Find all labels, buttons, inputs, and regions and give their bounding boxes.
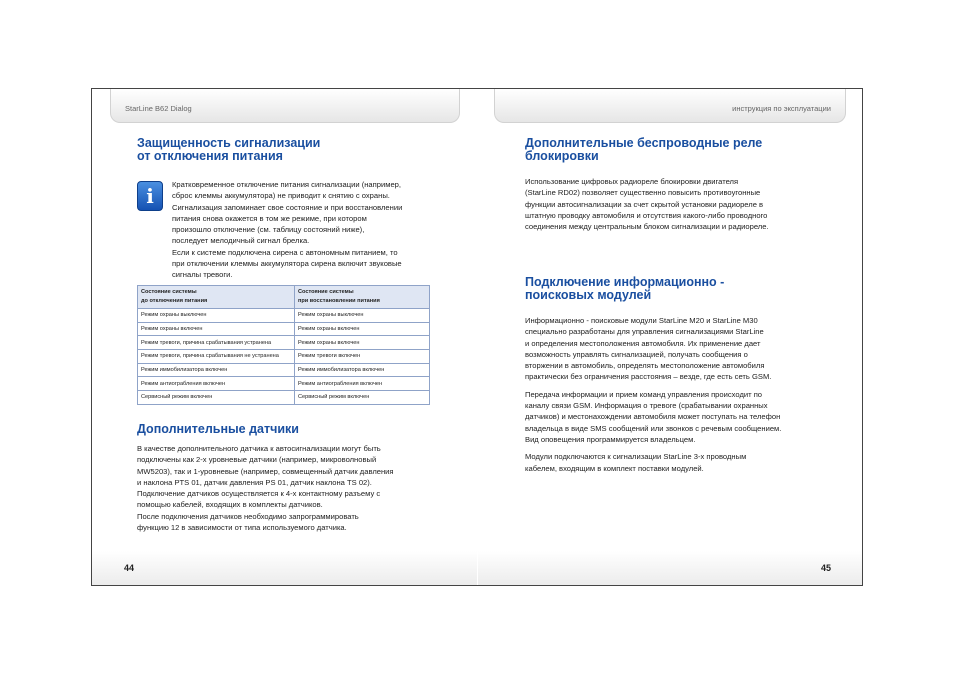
table-cell: Режим иммобилизатора включен — [295, 363, 430, 377]
extra-sensors-text — [137, 443, 457, 533]
table-row — [138, 363, 430, 377]
title-line: Защищенность сигнализации — [137, 136, 321, 150]
title-line: от отключения питания — [137, 149, 283, 163]
left-header-title: StarLine B62 Dialog — [125, 104, 192, 113]
table-cell: Режим тревоги, причина срабатывания не устранена — [138, 350, 295, 364]
text-line: вторжении в автомобиль, определять местоположение автомобиля — [525, 361, 765, 371]
text-line: Передача информации и прием команд управления происходит по — [525, 389, 763, 399]
text-line: функции автосигнализации за счет скрытой установки радиореле в — [525, 199, 764, 209]
table-row — [138, 309, 430, 323]
table-header-row — [138, 286, 430, 309]
text-line: произошло отключение (см. таблицу состояний ниже), — [172, 225, 365, 235]
header-line: Состояние системы — [141, 289, 197, 295]
paragraph — [525, 315, 850, 383]
text-line: специально разработаны для управления сигнализациями StarLine — [525, 327, 764, 337]
paragraph — [525, 451, 850, 474]
header-line: Состояние системы — [298, 289, 354, 295]
text-line: сброс клеммы аккумулятора) не приводит к снятию с охраны. — [172, 191, 390, 201]
table-cell: Режим охраны включен — [138, 322, 295, 336]
table-header-before — [138, 286, 295, 309]
text-line: Модули подключаются к сигнализации StarLine 3-х проводным — [525, 452, 747, 462]
table-cell: Режим тревоги включен — [295, 350, 430, 364]
text-line: практически без ограничения расстояния – везде, где есть сеть GSM. — [525, 372, 772, 382]
text-line: Информационно - поисковые модули StarLine M20 и StarLine M30 — [525, 316, 758, 325]
table-cell: Режим антиограбления включен — [138, 377, 295, 391]
right-header-bar — [494, 89, 846, 123]
text-line: Кратковременное отключение питания сигнализации (например, — [172, 180, 402, 189]
text-line: Если к системе подключена сирена с автономным питанием, то — [172, 247, 398, 257]
right-footer-bar — [478, 551, 863, 585]
left-page — [92, 89, 477, 585]
text-line: штатную проводку автомобиля и отсутствия какого-либо проводного — [525, 210, 768, 220]
text-line: Подключение датчиков осуществляется к 4-х контактному разъему с — [137, 489, 381, 499]
header-line: до отключения питания — [141, 298, 208, 304]
text-line: последует мелодичный сигнал брелка. — [172, 236, 310, 246]
table-row — [138, 377, 430, 391]
table-cell: Режим антиограбления включен — [295, 377, 430, 391]
title-line: Подключение информационно - — [525, 275, 725, 289]
table-cell: Сервисный режим включен — [138, 391, 295, 405]
table-row — [138, 322, 430, 336]
text-line: помощью кабелей, входящих в комплекты датчиков. — [137, 500, 323, 510]
text-line: владельца в виде SMS сообщений или звонков с речевым сообщением. — [525, 423, 782, 433]
left-footer-bar — [92, 551, 477, 585]
text-line: функцию 12 в зависимости от типа используемого датчика. — [137, 523, 347, 533]
section-title-wireless-relay — [525, 137, 762, 163]
title-line: Дополнительные беспроводные реле — [525, 136, 763, 150]
table-row — [138, 350, 430, 364]
right-header-title: инструкция по эксплуатации — [732, 104, 831, 113]
section-title-power-protection — [137, 137, 320, 163]
table-cell: Режим тревоги, причина срабатывания устранена — [138, 336, 295, 350]
text-line: Вид оповещения программируется владельцем. — [525, 434, 696, 444]
table-header-after — [295, 286, 430, 309]
table-row — [138, 391, 430, 405]
text-line: MW5203), так и 1-уровневые (например, совмещенный датчик давления — [137, 466, 394, 476]
text-line: кабелем, входящим в комплект поставки модулей. — [525, 463, 704, 473]
title-line: блокировки — [525, 149, 599, 163]
text-line: при отключении клеммы аккумулятора сирена включит звуковые — [172, 259, 402, 269]
table-cell: Режим иммобилизатора включен — [138, 363, 295, 377]
text-line: После подключения датчиков необходимо запрограммировать — [137, 511, 359, 521]
gsm-modules-text — [525, 315, 850, 480]
left-header-bar — [110, 89, 460, 123]
right-page — [478, 89, 863, 585]
text-line: подключены как 2-х уровневые датчики (например, микроволновый — [137, 455, 377, 465]
title-line: поисковых модулей — [525, 288, 652, 302]
wireless-relay-text — [525, 176, 845, 232]
page-number: 45 — [820, 563, 831, 573]
text-line: питания снова окажется в том же режиме, при котором — [172, 213, 367, 223]
text-line: и определения местоположения автомобиля. Их применение дает — [525, 338, 761, 348]
section-title-extra-sensors: Дополнительные датчики — [137, 422, 299, 436]
paragraph — [525, 389, 850, 445]
system-state-table — [137, 285, 430, 405]
document-spread — [91, 88, 863, 586]
text-line: сигналы тревоги. — [172, 270, 233, 280]
table-cell: Режим охраны выключен — [138, 309, 295, 323]
text-line: датчиков) и местонахождении автомобиля может поступать на телефон — [525, 412, 781, 422]
text-line: возможность управлять сигнализацией, получать сообщения о — [525, 349, 748, 359]
header-line: при восстановлении питания — [298, 298, 380, 304]
text-line: Использование цифровых радиореле блокировки двигателя — [525, 177, 739, 186]
table-cell: Режим охраны включен — [295, 322, 430, 336]
table-cell: Режим охраны включен — [295, 336, 430, 350]
text-line: В качестве дополнительного датчика к автосигнализации могут быть — [137, 444, 381, 453]
power-protection-text — [172, 179, 452, 281]
section-title-gsm-modules — [525, 276, 724, 302]
text-line: соединения между центральным блоком сигнализации и радиореле. — [525, 222, 769, 232]
text-line: (StarLine RD02) позволяет существенно повысить противоугонные — [525, 188, 761, 198]
table-cell: Режим охраны выключен — [295, 309, 430, 323]
text-line: Сигнализация запоминает свое состояние и при восстановлении — [172, 202, 403, 212]
info-icon: i — [137, 181, 163, 211]
page-number: 44 — [124, 563, 135, 573]
table-row — [138, 336, 430, 350]
table-cell: Сервисный режим включен — [295, 391, 430, 405]
text-line: и наклона PTS 01, датчик давления PS 01, датчик наклона TS 02). — [137, 477, 372, 487]
text-line: каналу связи GSM. Информация о тревоге (срабатывании охранных — [525, 401, 768, 411]
